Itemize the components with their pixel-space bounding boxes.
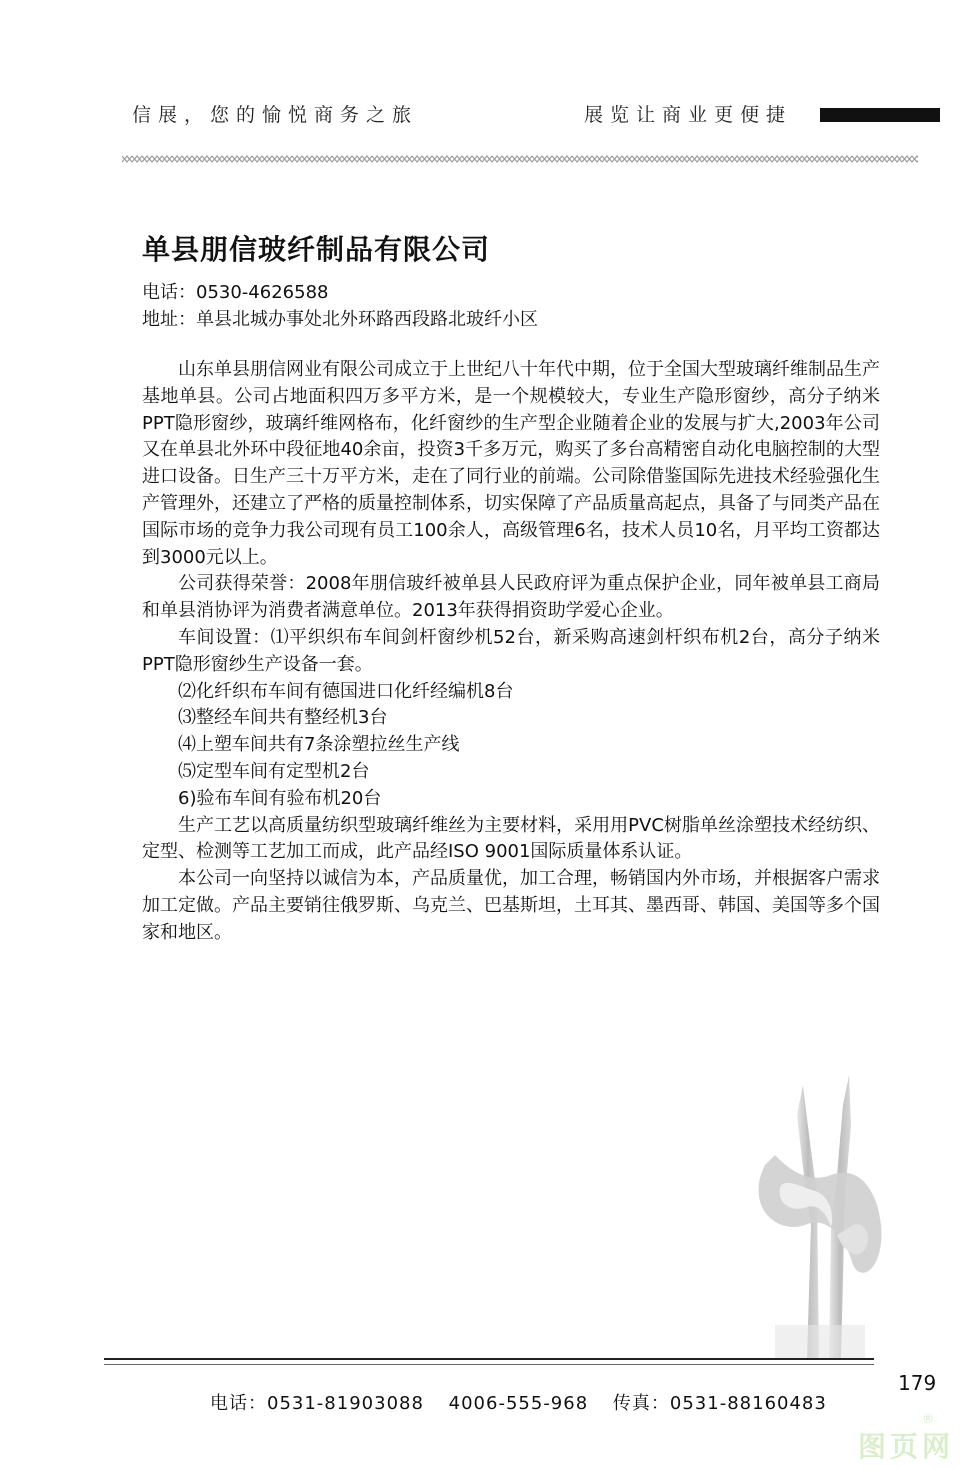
decorative-zigzag-divider	[122, 153, 918, 165]
paragraph-process: 生产工艺以高质量纺织型玻璃纤维丝为主要材料，采用用PVC树脂单丝涂塑技术经纺织、定型、检测等工艺加工而成，此产品经ISO 9001国际质量体系认证。	[142, 814, 880, 863]
workshop-item: ⑷上塑车间共有7条涂塑拉丝生产线	[178, 734, 460, 756]
company-address: 地址：单县北城办事处北外环路西段路北玻纤小区	[142, 309, 538, 330]
paragraph-market: 本公司一向坚持以诚信为本，产品质量优，加工合理，畅销国内外市场，并根据客户需求加工定做。产品主要销往俄罗斯、乌克兰、巴基斯坦，土耳其、墨西哥、韩国、美国等多个国家和地区。	[142, 868, 880, 943]
workshop-item: ⑶整经车间共有整经机3台	[178, 707, 388, 729]
watermark-registered-mark: ®	[922, 1412, 934, 1426]
paragraph-intro: 山东单县朋信网业有限公司成立于上世纪八十年代中期，位于全国大型玻璃纤维制品生产基地单县。公司占地面积四万多平方米，是一个规模较大，专业生产隐形窗纱，高分子纳米PPT隐形窗纱，玻璃纤维网格布，化纤窗纱的生产型企业随着企业的发展与扩大,2003年公司又在单县北外环中段征地40余亩，投资3千多万元，购买了多台高精密自动化电脑控制的大型进口设备。日生产三十万平方米，走在了同行业的前端。公司除借鉴国际先进技术经验强化生产管理外，还建立了严格的质量控制体系，切实保障了产品质量高起点，具备了与同类产品在国际市场的竞争力我公司现有员工100余人，高级管理6名，技术人员10名，月平均工资都达到3000元以上。	[142, 359, 880, 568]
header-slogan-right: 展览让商业更便捷	[584, 104, 793, 126]
workshop-item: ⑸定型车间有定型机2台	[178, 760, 370, 782]
watermark-logo: 图页网	[858, 1430, 955, 1463]
footer-contact	[210, 1389, 845, 1415]
footer-divider	[104, 1358, 874, 1365]
sculpture-illustration	[745, 1075, 890, 1360]
company-phone: 电话：0530-4626588	[142, 282, 329, 303]
footer-phone: 电话：0531-81903088	[210, 1393, 424, 1414]
company-title: 单县朋信玻纤制品有限公司	[142, 233, 491, 266]
header-black-bar	[820, 108, 940, 122]
workshop-item: 6)验布车间有验布机20台	[178, 787, 382, 809]
footer-hotline: 4006-555-968	[448, 1393, 589, 1414]
workshop-item: ⑵化纤织布车间有德国进口化纤经编机8台	[178, 680, 514, 702]
footer-fax: 传真：0531-88160483	[612, 1393, 827, 1414]
paragraph-honors: 公司获得荣誉：2008年朋信玻纤被单县人民政府评为重点保护企业，同年被单县工商局和单县消协评为消费者满意单位。2013年获得捐资助学爱心企业。	[142, 573, 880, 622]
header-slogan-left: 信展，您的愉悦商务之旅	[132, 104, 419, 126]
company-description	[142, 357, 880, 947]
paragraph-workshops: 车间设置：⑴平织织布车间剑杆窗纱机52台，新采购高速剑杆织布机2台，高分子纳米PPT隐形窗纱生产设备一套。	[142, 626, 880, 675]
page-number: 179	[898, 1371, 937, 1395]
